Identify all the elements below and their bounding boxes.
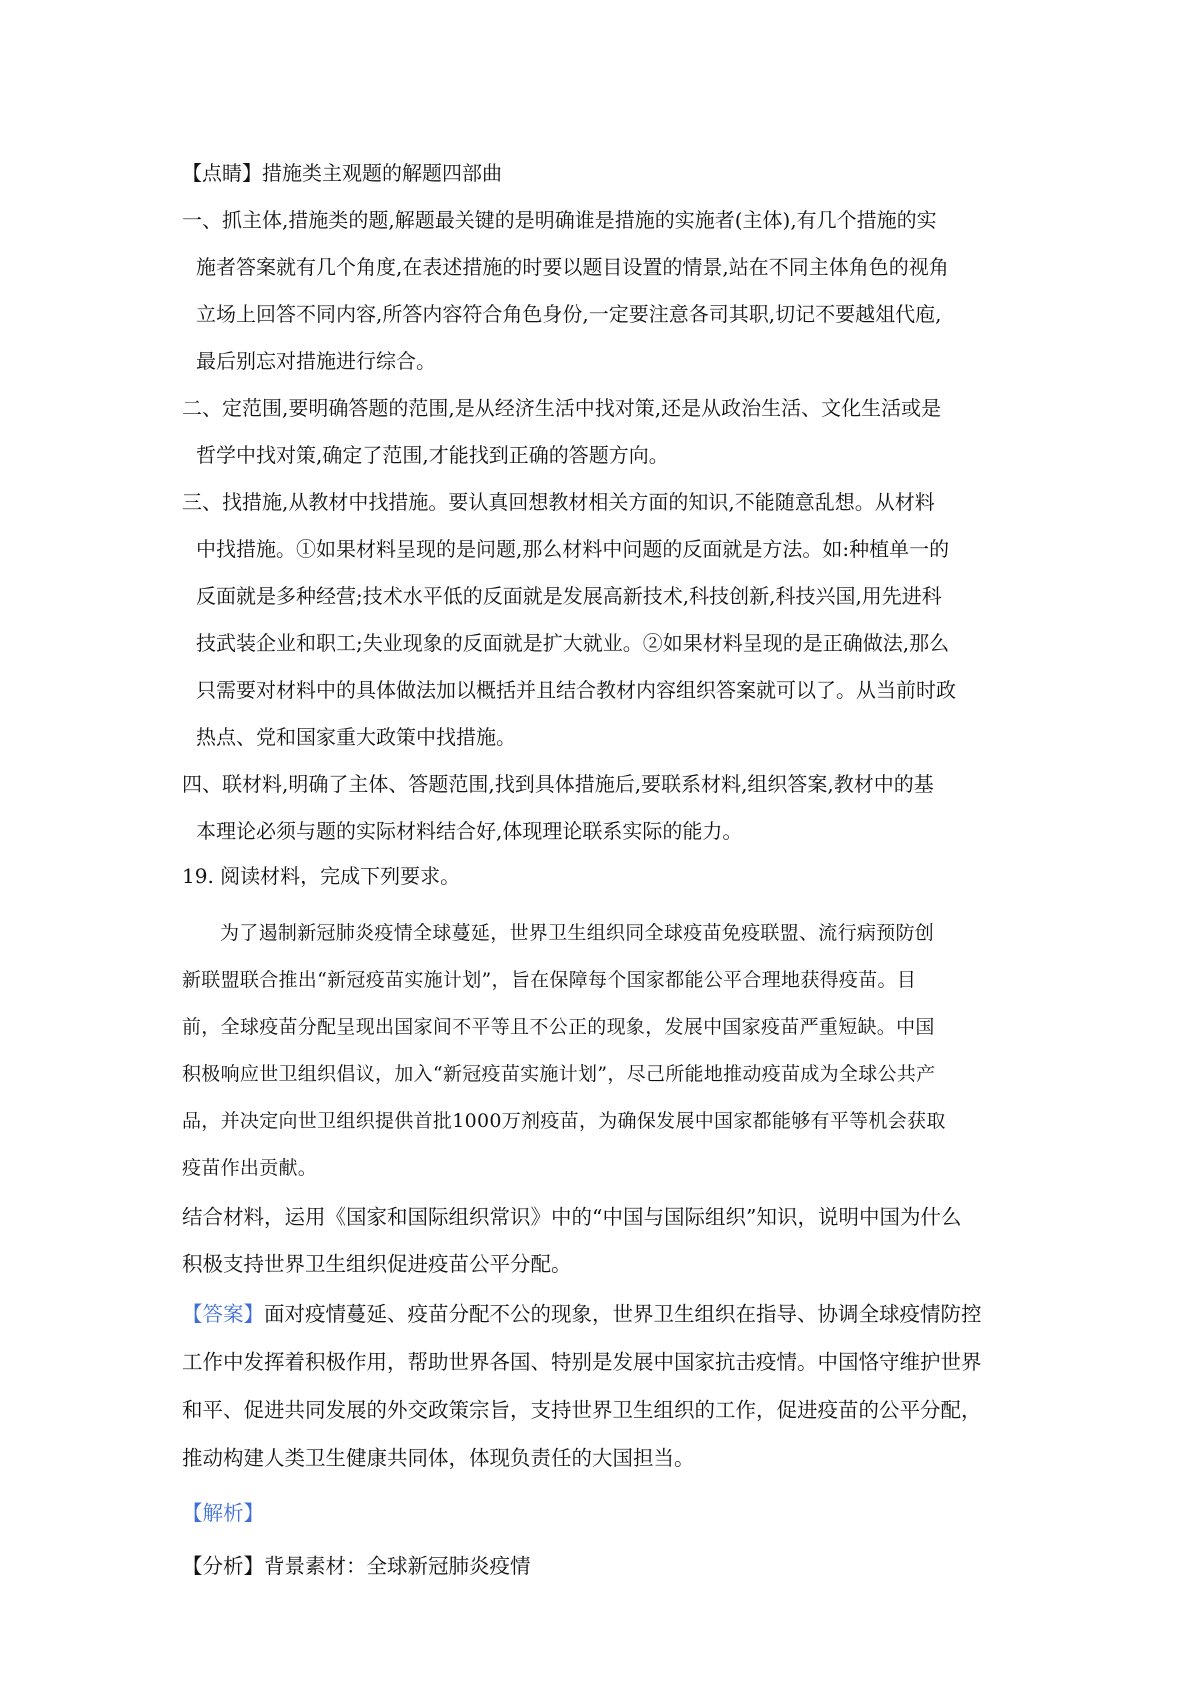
text-line: 立场上回答不同内容,所答内容符合角色身份,一定要注意各司其职,切记不要越俎代庖,	[196, 302, 942, 326]
text-line: 热点、党和国家重大政策中找措施。	[196, 725, 516, 749]
dianjing-paragraph-3	[182, 479, 1022, 761]
task-line: 结合材料，运用《国家和国际组织常识》中的“中国与国际组织”知识，说明中国为什么	[182, 1205, 962, 1229]
task-line: 积极支持世界卫生组织促进疫苗公平分配。	[182, 1252, 572, 1276]
text-line: 只需要对材料中的具体做法加以概括并且结合教材内容组织答案就可以了。从当前时政	[196, 678, 956, 702]
answer-line: 和平、促进共同发展的外交政策宗旨，支持世界卫生组织的工作，促进疫苗的公平分配，	[182, 1398, 982, 1422]
material-line: 为了遏制新冠肺炎疫情全球蔓延，世界卫生组织同全球疫苗免疫联盟、流行病预防创	[220, 922, 935, 944]
answer-tag: 【答案】	[182, 1302, 264, 1326]
text-line: 反面就是多种经营;技术水平低的反面就是发展高新技术,科技创新,科技兴国,用先进科	[196, 584, 942, 608]
text-line: 施者答案就有几个角度,在表述措施的时要以题目设置的情景,站在不同主体角色的视角	[196, 255, 949, 279]
text-line: 中找措施。①如果材料呈现的是问题,那么材料中问题的反面就是方法。如:种植单一的	[196, 537, 950, 561]
question-19-heading: 19. 阅读材料，完成下列要求。	[182, 864, 461, 888]
material-line: 品，并决定向世卫组织提供首批1000万剂疫苗，为确保发展中国家都能够有平等机会获取	[182, 1110, 946, 1132]
document-content	[182, 150, 1022, 1590]
answer-line: 推动构建人类卫生健康共同体，体现负责任的大国担当。	[182, 1446, 695, 1470]
question-material	[182, 910, 1022, 1192]
dianjing-paragraph-1	[182, 197, 1022, 385]
answer-section	[182, 1290, 1022, 1482]
dianjing-section	[182, 150, 1022, 855]
material-line: 积极响应世卫组织倡议，加入“新冠疫苗实施计划”，尽己所能地推动疫苗成为全球公共产	[182, 1063, 936, 1085]
jiexi-tag: 【解析】	[182, 1501, 264, 1525]
text-line: 三、找措施,从教材中找措施。要认真回想教材相关方面的知识,不能随意乱想。从材料	[182, 490, 935, 514]
material-line: 新联盟联合推出“新冠疫苗实施计划”，旨在保障每个国家都能公平合理地获得疫苗。目	[182, 969, 917, 991]
answer-first-line	[182, 1290, 1022, 1338]
material-line: 疫苗作出贡献。	[182, 1157, 318, 1179]
text-line: 哲学中找对策,确定了范围,才能找到正确的答题方向。	[196, 443, 669, 467]
dianjing-paragraph-2	[182, 385, 1022, 479]
answer-line: 工作中发挥着积极作用，帮助世界各国、特别是发展中国家抗击疫情。中国恪守维护世界	[182, 1350, 982, 1374]
text-line: 二、定范围,要明确答题的范围,是从经济生活中找对策,还是从政治生活、文化生活或是	[182, 396, 942, 420]
text-line: 一、抓主体,措施类的题,解题最关键的是明确谁是措施的实施者(主体),有几个措施的实	[182, 208, 937, 232]
material-line: 前，全球疫苗分配呈现出国家间不平等且不公正的现象，发展中国家疫苗严重短缺。中国	[182, 1016, 935, 1038]
text-line: 四、联材料,明确了主体、答题范围,找到具体措施后,要联系材料,组织答案,教材中的基	[182, 772, 934, 796]
text-line: 最后别忘对措施进行综合。	[196, 349, 436, 373]
text-line: 本理论必须与题的实际材料结合好,体现理论联系实际的能力。	[196, 819, 743, 843]
fenxi-line: 【分析】背景素材：全球新冠肺炎疫情	[182, 1554, 531, 1578]
answer-text: 面对疫情蔓延、疫苗分配不公的现象，世界卫生组织在指导、协调全球疫情防控	[264, 1302, 982, 1326]
text-line: 技武装企业和职工;失业现象的反面就是扩大就业。②如果材料呈现的是正确做法,那么	[196, 631, 950, 655]
dianjing-heading: 【点睛】措施类主观题的解题四部曲	[182, 161, 502, 185]
question-task	[182, 1194, 1022, 1288]
dianjing-paragraph-4	[182, 761, 1022, 855]
